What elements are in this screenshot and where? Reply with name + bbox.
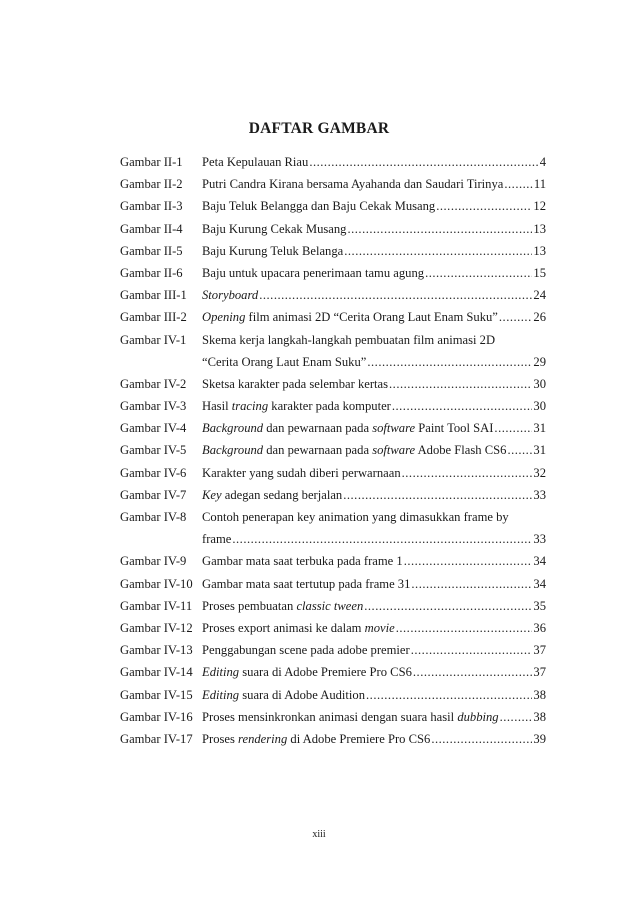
figure-entry xyxy=(120,484,546,506)
figure-label: Gambar IV-11 xyxy=(120,598,193,613)
figure-entry xyxy=(120,595,546,617)
dot-leader xyxy=(232,528,532,550)
figure-caption xyxy=(202,240,343,262)
figure-page-number: 39 xyxy=(533,731,546,746)
figure-page-number: 29 xyxy=(533,354,546,369)
figure-caption xyxy=(202,373,388,395)
caption-italic-text: Key xyxy=(202,487,222,502)
figure-caption xyxy=(202,151,308,173)
figure-entry xyxy=(120,639,546,661)
caption-italic-text: software xyxy=(372,421,416,436)
page-number: xiii xyxy=(312,829,326,840)
caption-text: Gambar mata saat terbuka pada frame 1 xyxy=(202,554,403,569)
figure-entry xyxy=(120,550,546,572)
figure-entry xyxy=(120,439,546,461)
caption-italic-text: tracing xyxy=(231,399,269,414)
caption-italic-text: Editing xyxy=(202,687,240,702)
caption-text: Karakter yang sudah diberi perwarnaan xyxy=(202,465,401,480)
figure-label: Gambar II-2 xyxy=(120,177,183,192)
figure-caption xyxy=(202,528,231,550)
figure-page-number: 35 xyxy=(533,598,546,613)
figure-entry xyxy=(120,284,546,306)
figure-entry xyxy=(120,240,546,262)
figure-entry xyxy=(120,218,546,240)
caption-text: Putri Candra Kirana bersama Ayahanda dan Saudari Tirinya xyxy=(202,177,504,192)
figure-page-number: 37 xyxy=(533,643,546,658)
dot-leader xyxy=(500,706,533,728)
caption-text: dan pewarnaan pada xyxy=(263,443,373,458)
figure-caption xyxy=(202,550,403,572)
caption-text: frame xyxy=(202,532,232,547)
figure-label: Gambar IV-6 xyxy=(120,465,187,480)
figure-label: Gambar IV-10 xyxy=(120,576,193,591)
figure-entry xyxy=(120,195,546,217)
figure-caption xyxy=(202,573,410,595)
figure-page-number: 4 xyxy=(539,155,546,169)
figure-label: Gambar II-3 xyxy=(120,199,183,214)
figure-page-number: 37 xyxy=(533,665,546,680)
figure-page-number: 24 xyxy=(533,288,546,303)
figure-label: Gambar IV-7 xyxy=(120,487,187,502)
figure-label: Gambar IV-5 xyxy=(120,443,187,458)
figure-page-number: 26 xyxy=(533,310,546,325)
figure-page-number: 36 xyxy=(533,620,546,635)
dot-leader xyxy=(364,595,532,617)
figure-page-number: 34 xyxy=(533,554,546,569)
figure-entry xyxy=(120,573,546,595)
caption-text: Proses mensinkronkan animasi dengan suara hasil xyxy=(202,709,458,724)
caption-italic-text: Background xyxy=(202,443,264,458)
figure-entry xyxy=(120,706,546,728)
figure-entry xyxy=(120,661,546,683)
figure-caption xyxy=(202,639,410,661)
figure-caption xyxy=(202,329,495,351)
caption-text: Adobe Flash CS6 xyxy=(415,443,507,458)
figure-page-number: 12 xyxy=(533,199,546,214)
caption-text: Baju Kurung Teluk Belanga xyxy=(202,243,344,258)
figure-page-number: 34 xyxy=(533,576,546,591)
dot-leader xyxy=(504,173,532,195)
caption-text: suara di Adobe Premiere Pro CS6 xyxy=(239,665,412,680)
caption-text: Contoh penerapan key animation yang dimasukkan frame by xyxy=(202,510,509,524)
figure-page-number: 31 xyxy=(533,421,546,436)
figure-label: Gambar IV-4 xyxy=(120,421,187,436)
dot-leader xyxy=(389,373,532,395)
caption-text: adegan sedang berjalan xyxy=(221,487,343,502)
figure-entry xyxy=(120,528,546,550)
figure-entry xyxy=(120,306,546,328)
figure-caption xyxy=(202,284,258,306)
figure-caption xyxy=(202,462,401,484)
figure-entry xyxy=(120,684,546,706)
dot-leader xyxy=(499,306,533,328)
figure-entry xyxy=(120,617,546,639)
caption-text: Skema kerja langkah-langkah pembuatan film animasi 2D xyxy=(202,332,496,347)
figure-entry xyxy=(120,329,546,351)
figure-caption xyxy=(202,351,366,373)
caption-italic-text: Storyboard xyxy=(202,288,259,303)
figure-label: Gambar IV-13 xyxy=(120,643,193,658)
figure-label: Gambar IV-17 xyxy=(120,731,193,746)
figure-caption xyxy=(202,262,424,284)
figure-label: Gambar IV-8 xyxy=(120,510,187,524)
figure-page-number: 30 xyxy=(533,399,546,414)
figure-page-number: 31 xyxy=(533,443,546,458)
caption-italic-text: Opening xyxy=(202,310,246,325)
figure-page-number: 33 xyxy=(533,487,546,502)
caption-text: Hasil xyxy=(202,399,232,414)
figure-label: Gambar III-2 xyxy=(120,310,187,325)
figure-caption xyxy=(202,218,346,240)
figure-caption xyxy=(202,684,365,706)
dot-leader xyxy=(411,639,533,661)
figure-label: Gambar II-6 xyxy=(120,265,183,280)
caption-text: Proses export animasi ke dalam xyxy=(202,620,365,635)
dot-leader xyxy=(425,262,532,284)
dot-leader xyxy=(411,573,532,595)
list-of-figures xyxy=(120,151,546,750)
caption-text: Proses xyxy=(202,731,239,746)
figure-label: Gambar IV-3 xyxy=(120,399,187,414)
dot-leader xyxy=(396,617,533,639)
caption-text: Peta Kepulauan Riau xyxy=(202,155,309,169)
figure-caption xyxy=(202,506,509,528)
figure-entry xyxy=(120,395,546,417)
caption-text: Baju Kurung Cekak Musang xyxy=(202,221,347,236)
caption-text: dan pewarnaan pada xyxy=(263,421,373,436)
figure-page-number: 13 xyxy=(533,221,546,236)
figure-entry xyxy=(120,506,546,528)
figure-caption xyxy=(202,417,493,439)
figure-page-number: 38 xyxy=(533,687,546,702)
figure-caption xyxy=(202,306,498,328)
figure-page-number: 11 xyxy=(533,177,546,192)
figure-label: Gambar II-5 xyxy=(120,243,183,258)
figure-page-number: 13 xyxy=(533,243,546,258)
caption-italic-text: dubbing xyxy=(457,709,499,724)
caption-text: Paint Tool SAI xyxy=(415,421,494,436)
figure-caption xyxy=(202,728,430,750)
dot-leader xyxy=(413,661,533,683)
figure-caption xyxy=(202,439,506,461)
caption-italic-text: Editing xyxy=(202,665,240,680)
dot-leader xyxy=(344,240,532,262)
figure-label: Gambar IV-2 xyxy=(120,376,187,391)
caption-text: Baju Teluk Belangga dan Baju Cekak Musang xyxy=(202,199,436,214)
dot-leader xyxy=(367,351,532,373)
figure-label: Gambar IV-14 xyxy=(120,665,193,680)
caption-text: Baju untuk upacara penerimaan tamu agung xyxy=(202,265,425,280)
figure-entry xyxy=(120,173,546,195)
figure-entry xyxy=(120,262,546,284)
caption-text: Proses pembuatan xyxy=(202,598,297,613)
figure-label: Gambar II-1 xyxy=(120,155,183,169)
dot-leader xyxy=(343,484,532,506)
caption-text: Gambar mata saat tertutup pada frame 31 xyxy=(202,576,411,591)
caption-italic-text: Background xyxy=(202,421,264,436)
figure-caption xyxy=(202,195,435,217)
figure-caption xyxy=(202,484,342,506)
dot-leader xyxy=(436,195,532,217)
figure-label: Gambar III-1 xyxy=(120,288,187,303)
figure-entry xyxy=(120,417,546,439)
figure-label: Gambar IV-15 xyxy=(120,687,193,702)
figure-page-number: 38 xyxy=(533,709,546,724)
page-title: DAFTAR GAMBAR xyxy=(248,120,390,137)
dot-leader xyxy=(507,439,532,461)
caption-text: di Adobe Premiere Pro CS6 xyxy=(287,731,431,746)
figure-entry xyxy=(120,728,546,750)
figure-label: Gambar IV-9 xyxy=(120,554,187,569)
figure-page-number: 32 xyxy=(533,465,546,480)
figure-caption xyxy=(202,661,412,683)
figure-page-number: 15 xyxy=(533,265,546,280)
caption-text: Sketsa karakter pada selembar kertas xyxy=(202,376,389,391)
dot-leader xyxy=(404,550,533,572)
caption-text: Penggabungan scene pada adobe premier xyxy=(202,643,410,658)
figure-entry xyxy=(120,151,546,173)
figure-caption xyxy=(202,617,395,639)
dot-leader xyxy=(347,218,532,240)
dot-leader xyxy=(366,684,532,706)
caption-text: suara di Adobe Audition xyxy=(239,687,366,702)
caption-italic-text: software xyxy=(372,443,416,458)
caption-text: film animasi 2D “Cerita Orang Laut Enam Suku” xyxy=(245,310,498,325)
dot-leader xyxy=(431,728,532,750)
dot-leader xyxy=(309,151,538,173)
dot-leader xyxy=(259,284,532,306)
caption-italic-text: classic tween xyxy=(296,598,364,613)
figure-entry xyxy=(120,373,546,395)
figure-label: Gambar II-4 xyxy=(120,221,183,236)
figure-page-number: 30 xyxy=(533,376,546,391)
dot-leader xyxy=(392,395,533,417)
figure-entry xyxy=(120,351,546,373)
dot-leader xyxy=(402,462,533,484)
caption-italic-text: movie xyxy=(364,620,395,635)
figure-entry xyxy=(120,462,546,484)
dot-leader xyxy=(494,417,532,439)
caption-text: karakter pada komputer xyxy=(268,399,391,414)
figure-caption xyxy=(202,395,391,417)
caption-text: “Cerita Orang Laut Enam Suku” xyxy=(202,354,367,369)
figure-label: Gambar IV-12 xyxy=(120,620,193,635)
figure-label: Gambar IV-1 xyxy=(120,332,187,347)
figure-caption xyxy=(202,706,499,728)
figure-label: Gambar IV-16 xyxy=(120,709,193,724)
figure-page-number: 33 xyxy=(533,532,546,547)
figure-caption xyxy=(202,173,503,195)
figure-caption xyxy=(202,595,363,617)
caption-italic-text: rendering xyxy=(238,731,288,746)
